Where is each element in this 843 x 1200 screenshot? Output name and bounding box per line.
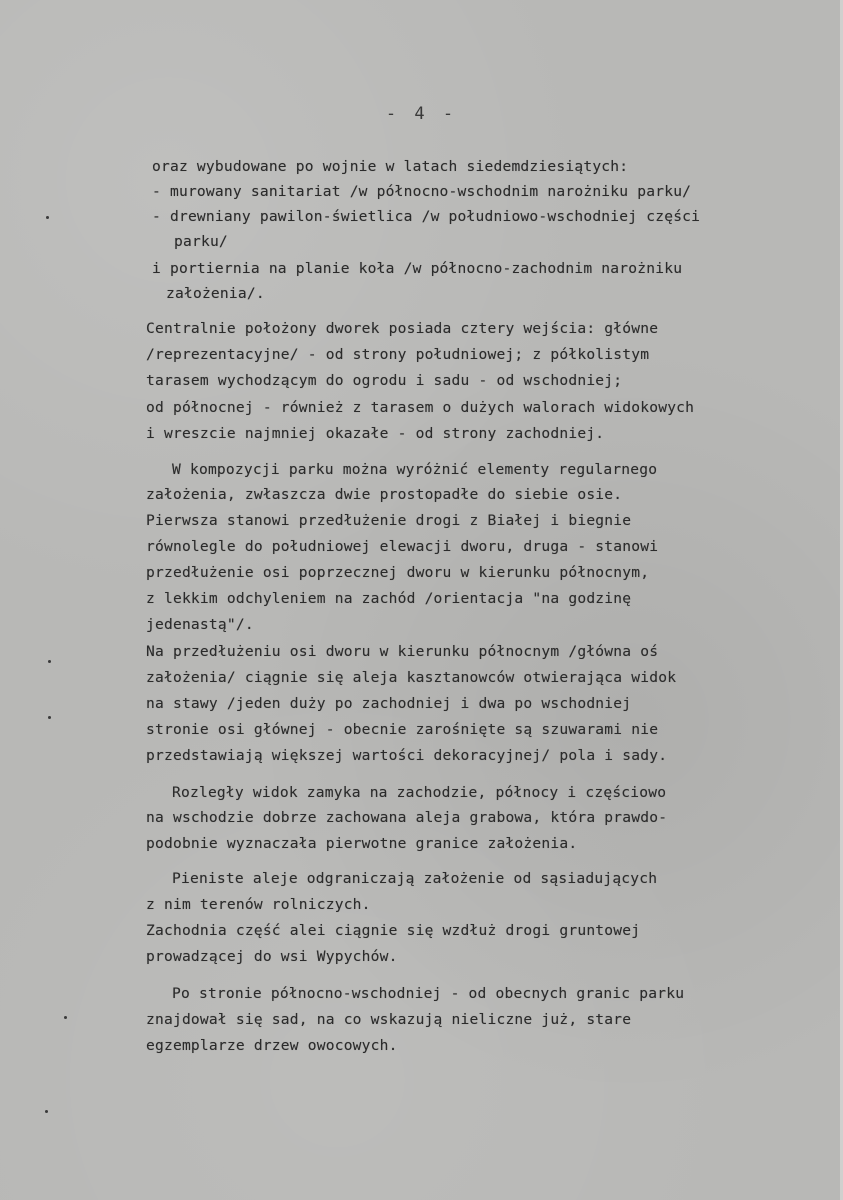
- text-line: i portiernia na planie koła /w północno-zachodnim narożniku: [152, 260, 683, 277]
- text-line: jedenastą"/.: [146, 616, 254, 633]
- text-line: Na przedłużeniu osi dworu w kierunku północnym /główna oś: [146, 643, 659, 660]
- text-line: Pierwsza stanowi przedłużenie drogi z Białej i biegnie: [146, 512, 632, 529]
- text-line: tarasem wychodzącym do ogrodu i sadu - od wschodniej;: [146, 372, 623, 389]
- text-line: oraz wybudowane po wojnie w latach siedemdziesiątych:: [152, 158, 629, 175]
- speck-mark: [48, 716, 51, 719]
- text-line: przedłużenie osi poprzecznej dworu w kierunku północnym,: [146, 564, 650, 581]
- speck-mark: [45, 1110, 48, 1113]
- speck-mark: [64, 1016, 67, 1019]
- text-line: parku/: [174, 233, 228, 250]
- text-line: Zachodnia część alei ciągnie się wzdłuż drogi gruntowej: [146, 922, 641, 939]
- page-number: - 4 -: [385, 104, 458, 124]
- text-line: - drewniany pawilon-świetlica /w południowo-wschodniej części: [152, 208, 701, 225]
- text-line: założenia, zwłaszcza dwie prostopadłe do siebie osie.: [146, 486, 623, 503]
- speck-mark: [48, 660, 51, 663]
- text-line: od północnej - również z tarasem o dużych walorach widokowych: [146, 399, 695, 416]
- text-line: - murowany sanitariat /w północno-wschodnim narożniku parku/: [152, 183, 692, 200]
- text-line: znajdował się sad, na co wskazują nieliczne już, stare: [146, 1011, 632, 1028]
- text-line: stronie osi głównej - obecnie zarośnięte są szuwarami nie: [146, 721, 659, 738]
- text-line: z lekkim odchyleniem na zachód /orientacja "na godzinę: [146, 590, 632, 607]
- speck-mark: [46, 216, 49, 219]
- text-line: Rozległy widok zamyka na zachodzie, północy i częściowo: [172, 784, 667, 801]
- text-line: na stawy /jeden duży po zachodniej i dwa po wschodniej: [146, 695, 632, 712]
- text-line: założenia/ ciągnie się aleja kasztanowców otwierająca widok: [146, 669, 677, 686]
- text-line: podobnie wyznaczała pierwotne granice założenia.: [146, 835, 578, 852]
- text-line: na wschodzie dobrze zachowana aleja grabowa, która prawdo-: [146, 809, 668, 826]
- text-line: równolegle do południowej elewacji dworu, druga - stanowi: [146, 538, 659, 555]
- text-line: założenia/.: [166, 285, 265, 302]
- text-line: i wreszcie najmniej okazałe - od strony zachodniej.: [146, 425, 605, 442]
- text-line: /reprezentacyjne/ - od strony południowej; z półkolistym: [146, 346, 650, 363]
- text-line: Po stronie północno-wschodniej - od obecnych granic parku: [172, 985, 685, 1002]
- text-line: egzemplarze drzew owocowych.: [146, 1037, 398, 1054]
- text-line: przedstawiają większej wartości dekoracyjnej/ pola i sady.: [146, 747, 668, 764]
- text-line: W kompozycji parku można wyróżnić elementy regularnego: [172, 461, 658, 478]
- text-line: z nim terenów rolniczych.: [146, 896, 371, 913]
- text-line: prowadzącej do wsi Wypychów.: [146, 948, 398, 965]
- text-line: Pieniste aleje odgraniczają założenie od sąsiadujących: [172, 870, 658, 887]
- text-line: Centralnie położony dworek posiada cztery wejścia: główne: [146, 320, 659, 337]
